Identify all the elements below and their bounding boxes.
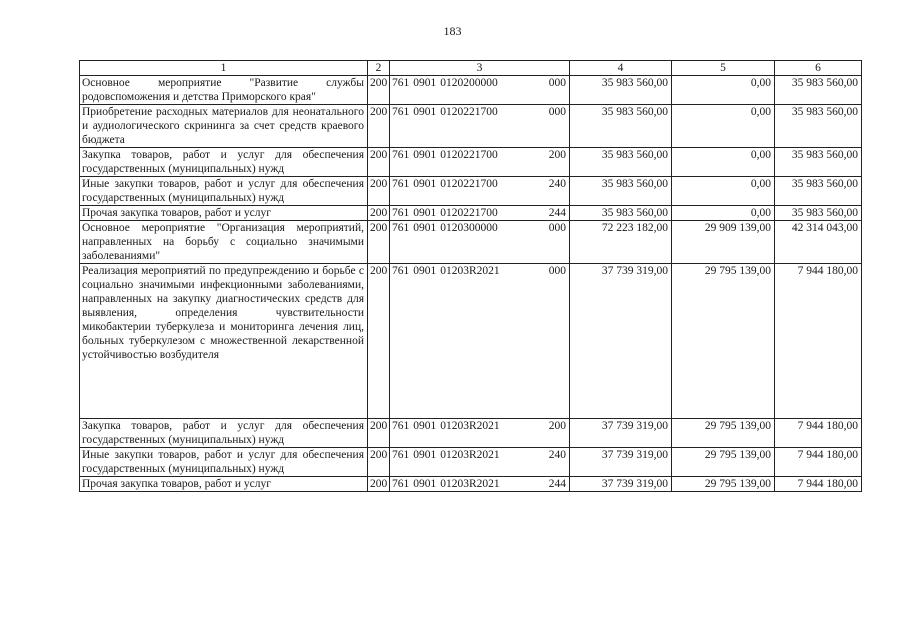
target-code: 01203R2021 <box>440 265 500 277</box>
table-row <box>80 264 862 419</box>
row-code-col2: 200 <box>368 264 390 419</box>
header-row <box>80 61 862 76</box>
row-name: Иные закупки товаров, работ и услуг для обеспечения государственных (муниципальных) нужд <box>80 448 368 477</box>
row-code-col2: 200 <box>368 177 390 206</box>
row-budget-code <box>390 177 570 206</box>
expense-type-code: 000 <box>548 265 566 277</box>
row-value-col6: 7 944 180,00 <box>775 419 862 448</box>
row-name: Прочая закупка товаров, работ и услуг <box>80 477 368 492</box>
section-code: 0901 <box>413 420 437 432</box>
table-row <box>80 477 862 492</box>
target-code: 01203R2021 <box>440 420 500 432</box>
expense-type-code: 244 <box>548 207 566 219</box>
row-budget-code <box>390 477 570 492</box>
column-header: 4 <box>570 61 672 76</box>
row-value-col6: 7 944 180,00 <box>775 264 862 419</box>
row-value-col6: 35 983 560,00 <box>775 206 862 221</box>
column-header: 6 <box>775 61 862 76</box>
section-code: 0901 <box>413 222 437 234</box>
table-row <box>80 148 862 177</box>
expense-type-code: 200 <box>548 149 566 161</box>
expense-type-code: 244 <box>548 478 566 490</box>
row-budget-code <box>390 419 570 448</box>
row-code-col2: 200 <box>368 148 390 177</box>
row-name: Прочая закупка товаров, работ и услуг <box>80 206 368 221</box>
column-header: 5 <box>672 61 775 76</box>
row-budget-code <box>390 221 570 264</box>
ministry-code: 761 <box>392 265 410 277</box>
expense-type-code: 240 <box>548 449 566 461</box>
target-code: 0120221700 <box>440 106 498 118</box>
target-code: 01203R2021 <box>440 478 500 490</box>
row-name: Основное мероприятие "Организация мероприятий, направленных на борьбу с социально значимыми заболеваниями" <box>80 221 368 264</box>
table-row <box>80 448 862 477</box>
row-name: Иные закупки товаров, работ и услуг для обеспечения государственных (муниципальных) нужд <box>80 177 368 206</box>
row-code-col2: 200 <box>368 448 390 477</box>
expense-type-code: 000 <box>548 106 566 118</box>
ministry-code: 761 <box>392 77 410 89</box>
row-value-col6: 35 983 560,00 <box>775 148 862 177</box>
row-value-col6: 35 983 560,00 <box>775 177 862 206</box>
section-code: 0901 <box>413 449 437 461</box>
row-code-col2: 200 <box>368 105 390 148</box>
expense-type-code: 240 <box>548 178 566 190</box>
ministry-code: 761 <box>392 178 410 190</box>
table-row <box>80 105 862 148</box>
row-value-col4: 35 983 560,00 <box>570 177 672 206</box>
row-budget-code <box>390 76 570 105</box>
target-code: 0120221700 <box>440 178 498 190</box>
row-name: Закупка товаров, работ и услуг для обеспечения государственных (муниципальных) нужд <box>80 419 368 448</box>
expense-type-code: 000 <box>548 222 566 234</box>
row-name: Основное мероприятие "Развитие службы родовспоможения и детства Приморского края" <box>80 76 368 105</box>
row-code-col2: 200 <box>368 221 390 264</box>
column-header: 3 <box>390 61 570 76</box>
row-name: Реализация мероприятий по предупреждению и борьбе с социально значимыми инфекционными заболеваниями, направленных на закупку диагностических средств для выявления, определения чувствительности микобактерии туберкулеза и мониторинга лечения лиц, больных туберкулезом с множественной лекарственной устойчивостью возбудителя <box>80 264 368 419</box>
target-code: 0120200000 <box>440 77 498 89</box>
row-value-col5: 29 795 139,00 <box>672 477 775 492</box>
section-code: 0901 <box>413 149 437 161</box>
section-code: 0901 <box>413 106 437 118</box>
row-code-col2: 200 <box>368 206 390 221</box>
row-value-col4: 37 739 319,00 <box>570 419 672 448</box>
row-value-col6: 35 983 560,00 <box>775 76 862 105</box>
row-value-col6: 7 944 180,00 <box>775 477 862 492</box>
row-budget-code <box>390 148 570 177</box>
row-value-col4: 35 983 560,00 <box>570 148 672 177</box>
row-value-col4: 37 739 319,00 <box>570 448 672 477</box>
budget-table <box>79 60 862 492</box>
row-code-col2: 200 <box>368 477 390 492</box>
row-value-col5: 0,00 <box>672 206 775 221</box>
row-value-col6: 42 314 043,00 <box>775 221 862 264</box>
row-budget-code <box>390 264 570 419</box>
target-code: 0120221700 <box>440 207 498 219</box>
section-code: 0901 <box>413 265 437 277</box>
row-budget-code <box>390 206 570 221</box>
row-value-col5: 29 795 139,00 <box>672 419 775 448</box>
ministry-code: 761 <box>392 449 410 461</box>
row-budget-code <box>390 105 570 148</box>
row-budget-code <box>390 448 570 477</box>
column-header: 2 <box>368 61 390 76</box>
table-row <box>80 177 862 206</box>
row-code-col2: 200 <box>368 419 390 448</box>
table-row <box>80 76 862 105</box>
ministry-code: 761 <box>392 478 410 490</box>
ministry-code: 761 <box>392 207 410 219</box>
column-header: 1 <box>80 61 368 76</box>
row-value-col5: 0,00 <box>672 105 775 148</box>
row-value-col5: 29 795 139,00 <box>672 448 775 477</box>
row-value-col4: 35 983 560,00 <box>570 105 672 148</box>
target-code: 01203R2021 <box>440 449 500 461</box>
ministry-code: 761 <box>392 149 410 161</box>
row-value-col4: 35 983 560,00 <box>570 76 672 105</box>
expense-type-code: 200 <box>548 420 566 432</box>
row-value-col5: 0,00 <box>672 177 775 206</box>
ministry-code: 761 <box>392 106 410 118</box>
row-value-col6: 7 944 180,00 <box>775 448 862 477</box>
expense-type-code: 000 <box>548 77 566 89</box>
table-row <box>80 419 862 448</box>
row-value-col5: 0,00 <box>672 76 775 105</box>
table-row <box>80 206 862 221</box>
table-row <box>80 221 862 264</box>
row-code-col2: 200 <box>368 76 390 105</box>
section-code: 0901 <box>413 478 437 490</box>
row-value-col6: 35 983 560,00 <box>775 105 862 148</box>
row-name: Приобретение расходных материалов для неонатального и аудиологического скрининга за счет средств краевого бюджета <box>80 105 368 148</box>
ministry-code: 761 <box>392 222 410 234</box>
row-value-col5: 29 795 139,00 <box>672 264 775 419</box>
target-code: 0120221700 <box>440 149 498 161</box>
row-value-col4: 35 983 560,00 <box>570 206 672 221</box>
section-code: 0901 <box>413 207 437 219</box>
ministry-code: 761 <box>392 420 410 432</box>
section-code: 0901 <box>413 178 437 190</box>
row-value-col5: 29 909 139,00 <box>672 221 775 264</box>
row-value-col4: 37 739 319,00 <box>570 477 672 492</box>
row-value-col4: 72 223 182,00 <box>570 221 672 264</box>
page-number: 183 <box>443 24 462 38</box>
section-code: 0901 <box>413 77 437 89</box>
row-name: Закупка товаров, работ и услуг для обеспечения государственных (муниципальных) нужд <box>80 148 368 177</box>
row-value-col4: 37 739 319,00 <box>570 264 672 419</box>
row-value-col5: 0,00 <box>672 148 775 177</box>
target-code: 0120300000 <box>440 222 498 234</box>
